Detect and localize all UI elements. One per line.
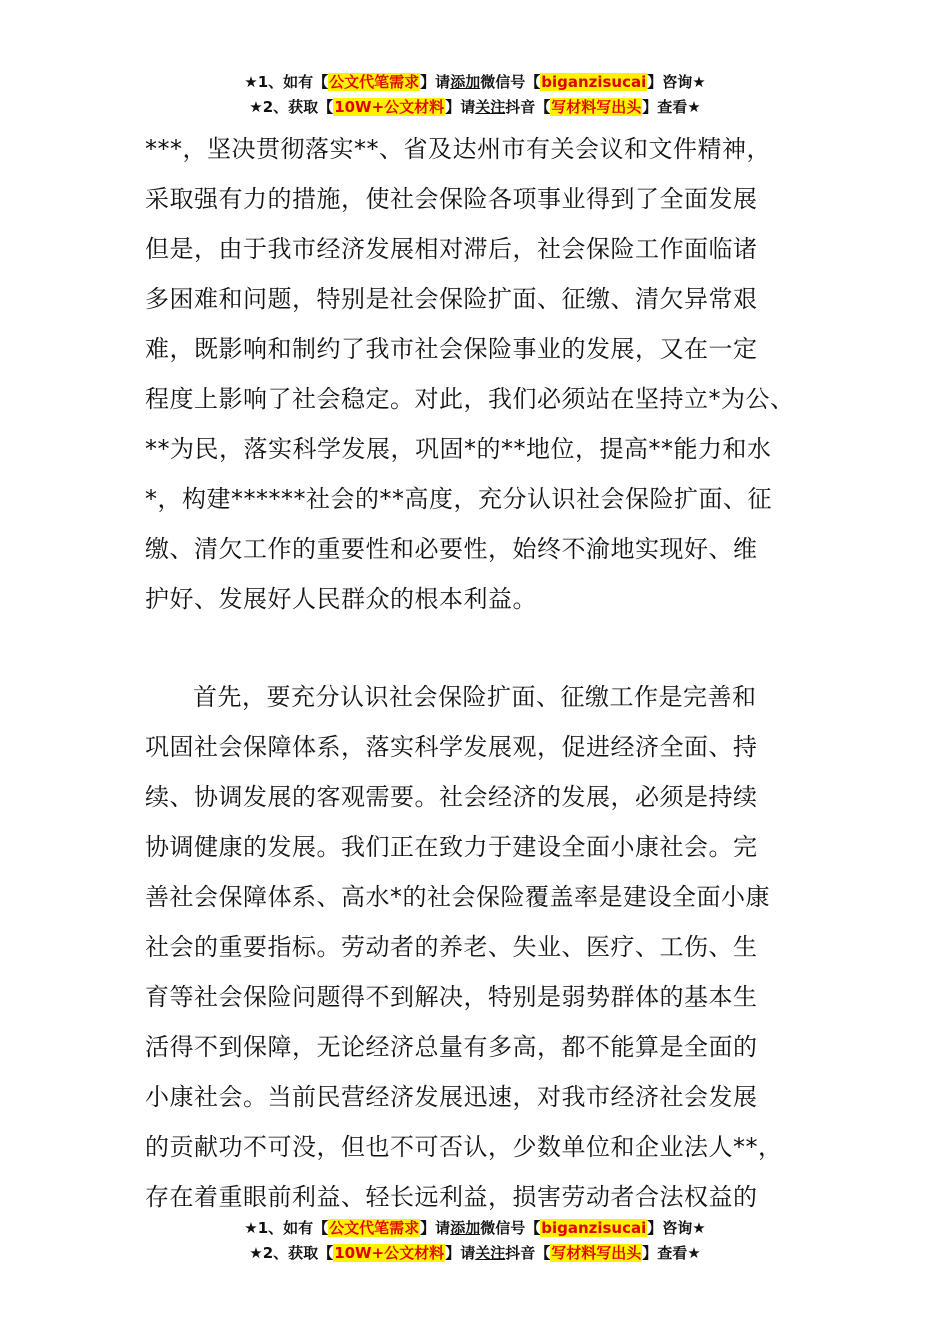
text-line: 协调健康的发展。我们正在致力于建设全面小康社会。完 — [145, 833, 758, 861]
highlight-wechat-id: biganzisucai — [541, 1219, 647, 1237]
text-line: 缴、清欠工作的重要性和必要性，始终不渝地实现好、维 — [145, 535, 758, 563]
text-line: 续、协调发展的客观需要。社会经济的发展，必须是持续 — [145, 783, 758, 811]
text-line: 首先，要充分认识社会保险扩面、征缴工作是完善和 — [193, 683, 757, 711]
text-line: 善社会保障体系、高水*的社会保险覆盖率是建设全面小康 — [145, 883, 770, 911]
text-line: 程度上影响了社会稳定。对此，我们必须站在坚持立*为公、 — [145, 385, 795, 413]
text-line: 的贡献功不可没，但也不可否认，少数单位和企业法人**， — [145, 1133, 783, 1161]
banner-line-2: ★2、获取【10W+公文材料】请关注抖音【写材料写出头】查看★ — [249, 1244, 701, 1262]
highlight-douyin: 写材料写出头 — [551, 1244, 642, 1262]
highlight-materials: 10W+公文材料 — [334, 98, 445, 116]
highlight-douyin: 写材料写出头 — [551, 98, 642, 116]
banner-line-1: ★1、如有【公文代笔需求】请添加微信号【biganzisucai】咨询★ — [244, 1219, 706, 1237]
text-line: 但是，由于我市经济发展相对滞后，社会保险工作面临诸 — [145, 235, 758, 263]
text-line: **为民，落实科学发展，巩固*的**地位，提高**能力和水 — [145, 435, 772, 463]
highlight-service: 公文代笔需求 — [329, 73, 420, 91]
highlight-materials: 10W+公文材料 — [334, 1244, 445, 1262]
text-line: 存在着重眼前利益、轻长远利益，损害劳动者合法权益的 — [145, 1183, 758, 1211]
text-line: *，构建******社会的**高度，充分认识社会保险扩面、征 — [145, 485, 772, 513]
highlight-wechat-id: biganzisucai — [541, 73, 647, 91]
paragraph-2 — [145, 672, 810, 1222]
text-line: 采取强有力的措施，使社会保险各项事业得到了全面发展 — [145, 185, 758, 213]
header-banner — [0, 70, 950, 120]
paragraph-1 — [145, 124, 810, 624]
text-line: 社会的重要指标。劳动者的养老、失业、医疗、工伤、生 — [145, 933, 758, 961]
banner-line-1: ★1、如有【公文代笔需求】请添加微信号【biganzisucai】咨询★ — [244, 73, 706, 91]
text-line: 活得不到保障，无论经济总量有多高，都不能算是全面的 — [145, 1033, 758, 1061]
text-line: 多困难和问题，特别是社会保险扩面、征缴、清欠异常艰 — [145, 285, 758, 313]
text-line: 难，既影响和制约了我市社会保险事业的发展，又在一定 — [145, 335, 758, 363]
text-line: ***，坚决贯彻落实**、省及达州市有关会议和文件精神， — [145, 135, 771, 163]
footer-banner — [0, 1216, 950, 1266]
text-line: 小康社会。当前民营经济发展迅速，对我市经济社会发展 — [145, 1083, 758, 1111]
document-body — [145, 124, 810, 1222]
text-line: 育等社会保险问题得不到解决，特别是弱势群体的基本生 — [145, 983, 758, 1011]
highlight-service: 公文代笔需求 — [329, 1219, 420, 1237]
text-line: 巩固社会保障体系，落实科学发展观，促进经济全面、持 — [145, 733, 758, 761]
text-line: 护好、发展好人民群众的根本利益。 — [145, 585, 537, 613]
banner-line-2: ★2、获取【10W+公文材料】请关注抖音【写材料写出头】查看★ — [249, 98, 701, 116]
